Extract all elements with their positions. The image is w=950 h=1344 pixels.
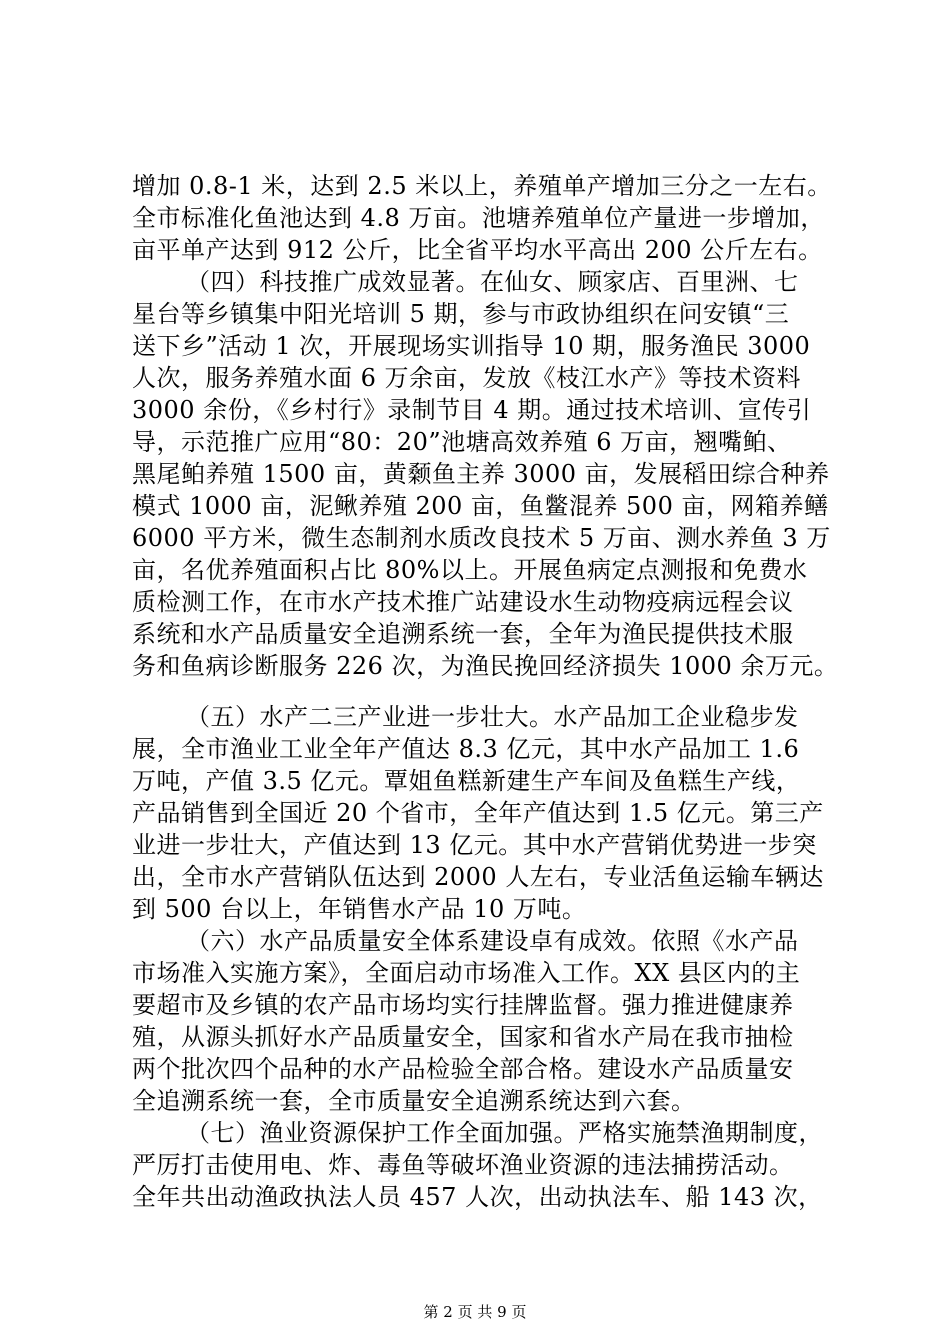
paragraph-line: 出，全市水产营销队伍达到 2000 人左右，专业活鱼运输车辆达 xyxy=(132,863,824,891)
paragraph-line: 系统和水产品质量安全追溯系统一套，全年为渔民提供技术服 xyxy=(132,620,794,648)
paragraph-line: 黑尾鲌养殖 1500 亩，黄颡鱼主养 3000 亩，发展稻田综合种养 xyxy=(132,460,830,488)
section-heading-line: （七）渔业资源保护工作全面加强。严格实施禁渔期制度， xyxy=(186,1119,823,1147)
paragraph-line: 6000 平方米，微生态制剂水质改良技术 5 万亩、测水养鱼 3 万 xyxy=(132,524,831,552)
paragraph-line: 增加 0.8-1 米，达到 2.5 米以上，养殖单产增加三分之一左右。 xyxy=(132,172,832,200)
paragraph-line: 亩，名优养殖面积占比 80%以上。开展鱼病定点测报和免费水 xyxy=(132,556,808,584)
paragraph-line: 3000 余份，《乡村行》录制节目 4 期。通过技术培训、宣传引 xyxy=(132,396,812,424)
paragraph-line: 模式 1000 亩，泥鳅养殖 200 亩，鱼鳖混养 500 亩，网箱养鳝 xyxy=(132,492,829,520)
paragraph-line: 业进一步壮大，产值达到 13 亿元。其中水产营销优势进一步突 xyxy=(132,831,817,859)
section-heading-line: （五）水产二三产业进一步壮大。水产品加工企业稳步发 xyxy=(186,703,799,731)
page-number-footer: 第 2 页 共 9 页 xyxy=(423,1303,527,1321)
paragraph-line: 务和鱼病诊断服务 226 次，为渔民挽回经济损失 1000 余万元。 xyxy=(132,652,839,680)
paragraph-line: 展，全市渔业工业全年产值达 8.3 亿元，其中水产品加工 1.6 xyxy=(132,735,800,763)
paragraph-line: 人次，服务养殖水面 6 万余亩，发放《枝江水产》等技术资料 xyxy=(132,364,802,392)
paragraph-line: 送下乡”活动 1 次，开展现场实训指导 10 期，服务渔民 3000 xyxy=(132,332,811,360)
section-heading-line: （四）科技推广成效显著。在仙女、顾家店、百里洲、七 xyxy=(186,268,799,296)
paragraph-line: 到 500 台以上，年销售水产品 10 万吨。 xyxy=(132,895,587,923)
paragraph-line: 全年共出动渔政执法人员 457 人次，出动执法车、船 143 次， xyxy=(132,1183,823,1211)
paragraph-line: 全市标准化鱼池达到 4.8 万亩。池塘养殖单位产量进一步增加， xyxy=(132,204,825,232)
paragraph-line: 亩平单产达到 912 公斤，比全省平均水平高出 200 公斤左右。 xyxy=(132,236,823,264)
paragraph-line: 严厉打击使用电、炸、毒鱼等破坏渔业资源的违法捕捞活动。 xyxy=(132,1151,794,1179)
paragraph-line: 全追溯系统一套，全市质量安全追溯系统达到六套。 xyxy=(132,1087,696,1115)
paragraph-line: 市场准入实施方案》，全面启动市场准入工作。XX 县区内的主 xyxy=(132,959,801,987)
paragraph-line: 要超市及乡镇的农产品市场均实行挂牌监督。强力推进健康养 xyxy=(132,991,794,1019)
paragraph-line: 殖，从源头抓好水产品质量安全，国家和省水产局在我市抽检 xyxy=(132,1023,794,1051)
paragraph-line: 产品销售到全国近 20 个省市，全年产值达到 1.5 亿元。第三产 xyxy=(132,799,824,827)
section-heading-line: （六）水产品质量安全体系建设卓有成效。依照《水产品 xyxy=(186,927,799,955)
paragraph-line: 星台等乡镇集中阳光培训 5 期，参与市政协组织在问安镇“三 xyxy=(132,300,790,328)
paragraph-line: 两个批次四个品种的水产品检验全部合格。建设水产品质量安 xyxy=(132,1055,794,1083)
paragraph-line: 导，示范推广应用“80：20”池塘高效养殖 6 万亩，翘嘴鲌、 xyxy=(132,428,792,456)
paragraph-line: 万吨，产值 3.5 亿元。覃姐鱼糕新建生产车间及鱼糕生产线， xyxy=(132,767,801,795)
paragraph-line: 质检测工作，在市水产技术推广站建设水生动物疫病远程会议 xyxy=(132,588,794,616)
